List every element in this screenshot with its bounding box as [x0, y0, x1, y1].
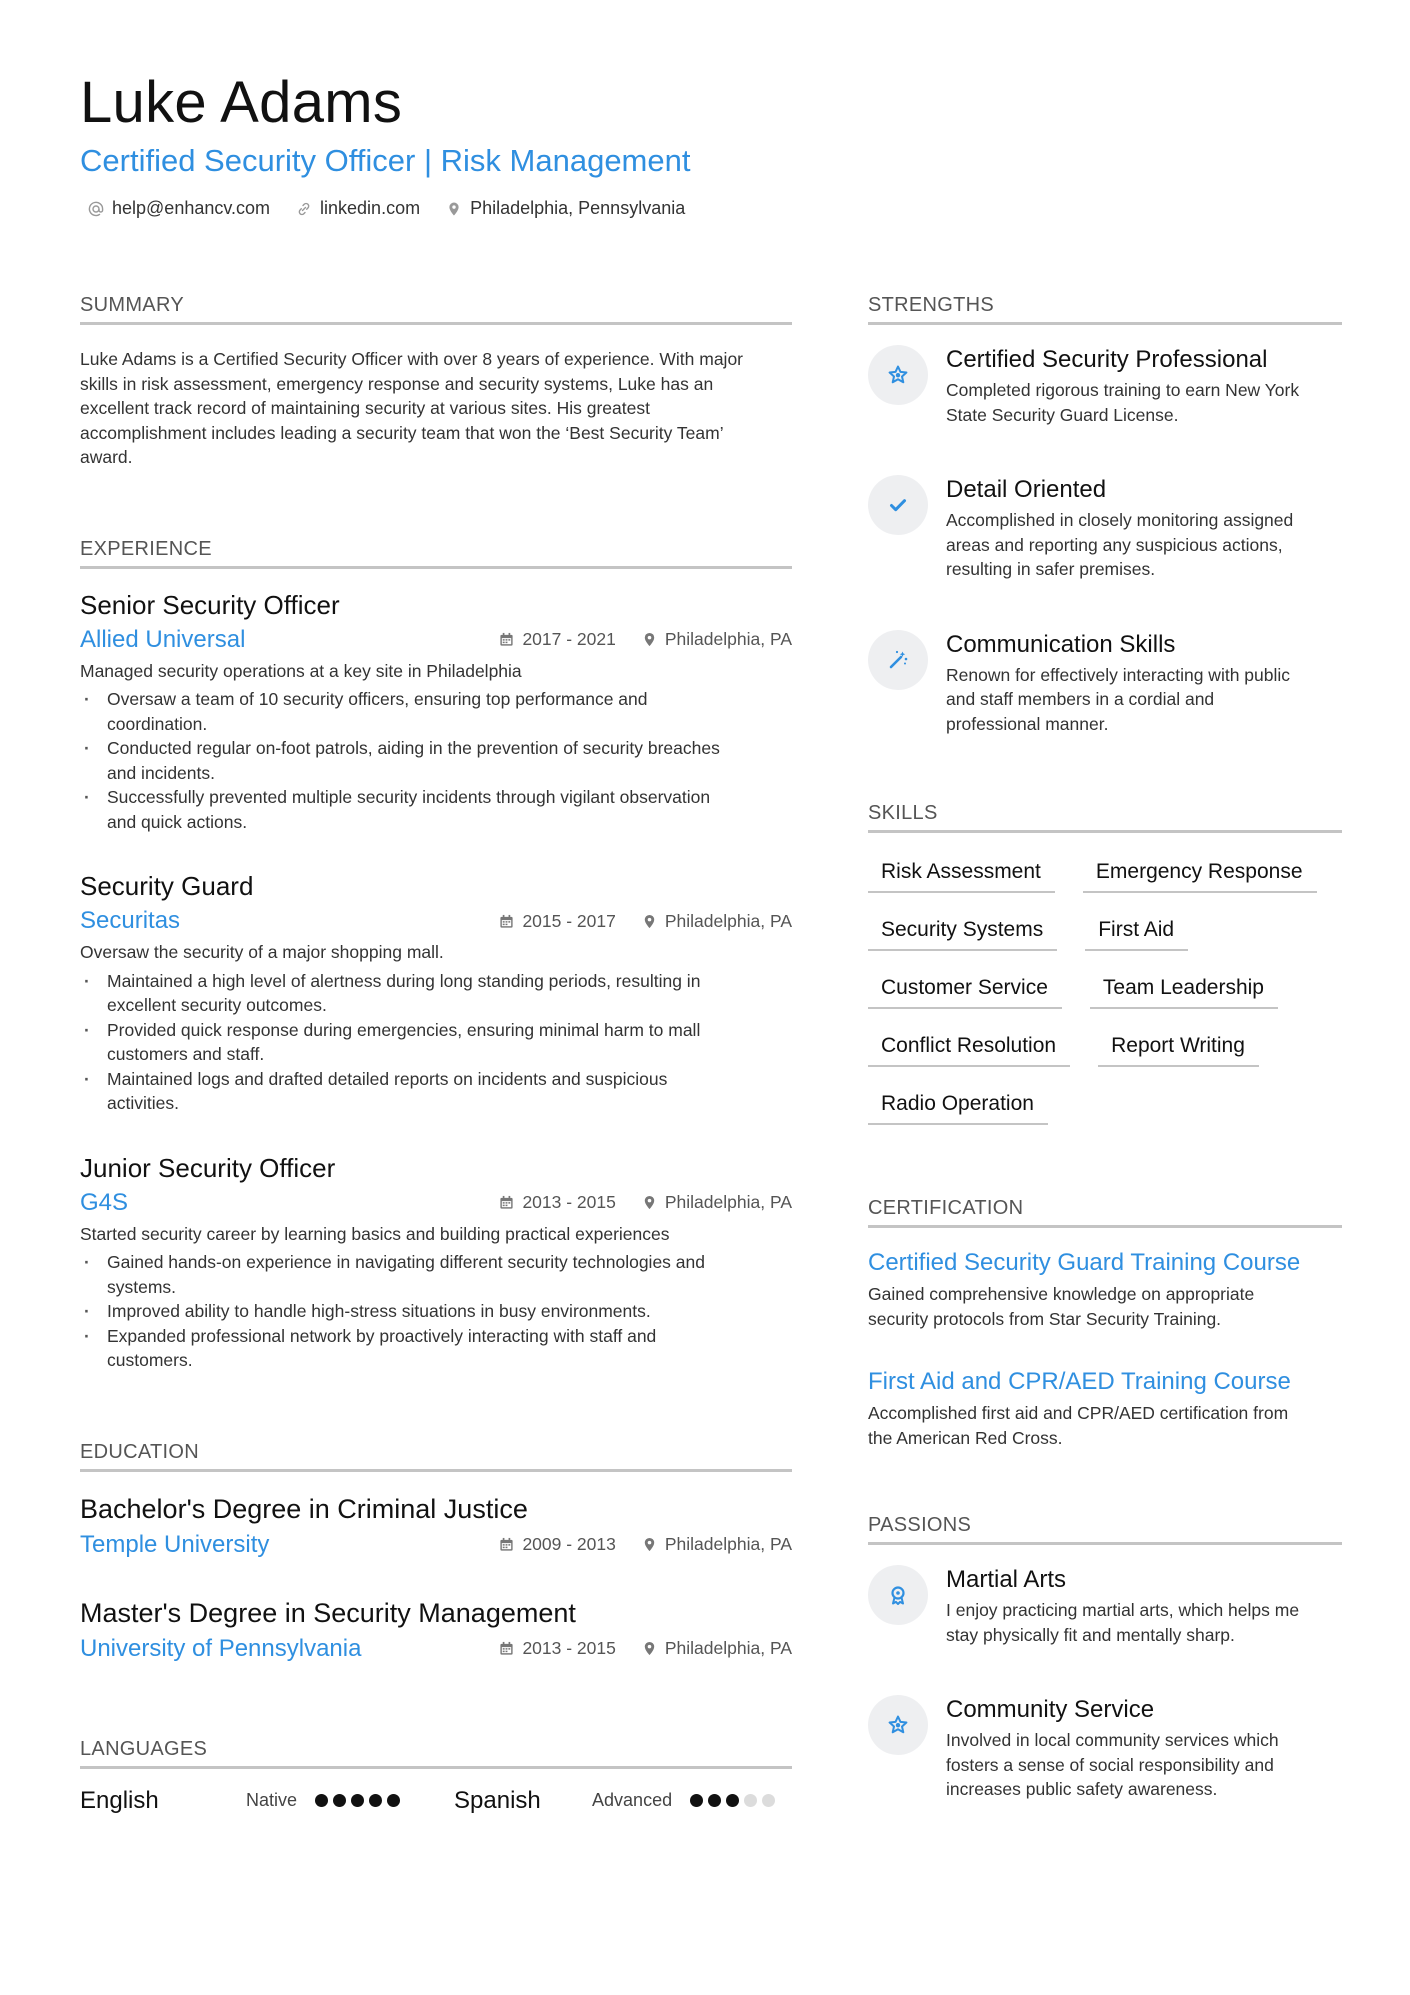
education-item — [80, 1492, 792, 1560]
rating-dot-filled — [333, 1794, 346, 1807]
experience-item — [80, 589, 792, 835]
description-line: I enjoy practicing martial arts, which helps me — [946, 1600, 1300, 1620]
school-name: Temple University — [80, 1530, 270, 1558]
bullet-line: · Expanded professional network by proactively interacting with staff and — [107, 1325, 657, 1346]
job-meta-row — [80, 1188, 792, 1218]
languages-row — [80, 1787, 792, 1815]
education-section — [80, 1439, 792, 1664]
skill-tag: Emergency Response — [1083, 847, 1317, 893]
job-location-text: Philadelphia, PA — [664, 1192, 792, 1212]
skill-tag: Report Writing — [1098, 1021, 1259, 1067]
language-level: Native — [246, 1790, 298, 1810]
summary-line: skills in risk assessment, emergency response and security systems, Luke has an — [80, 373, 714, 394]
summary-line: Luke Adams is a Certified Security Officer with over 8 years of experience. With major — [80, 349, 744, 369]
certification-title: Certified Security Guard Training Course — [868, 1249, 1301, 1276]
education-dates-text: 2009 - 2013 — [522, 1534, 616, 1554]
skill-tag: Radio Operation — [868, 1079, 1048, 1125]
summary-line: award. — [80, 447, 133, 467]
strength-content — [946, 345, 1299, 427]
strength-description — [946, 378, 1299, 427]
job-location-text: Philadelphia, PA — [664, 629, 792, 649]
passion-description — [946, 1598, 1299, 1647]
strength-content — [946, 475, 1293, 582]
experience-item — [80, 870, 792, 1116]
education-meta — [499, 1534, 792, 1555]
job-meta — [499, 1192, 792, 1213]
passions-heading: PASSIONS — [868, 1512, 1342, 1545]
rating-dot-filled — [387, 1794, 400, 1807]
certification-item — [868, 1367, 1342, 1450]
contact-linkedin[interactable] — [296, 198, 420, 219]
strength-title: Communication Skills — [946, 630, 1176, 658]
description-line: State Security Guard License. — [946, 404, 1179, 425]
education-dates — [499, 1534, 615, 1555]
location-pin-icon — [642, 632, 657, 647]
rating-dot-filled — [726, 1794, 739, 1807]
strengths-section — [868, 292, 1342, 736]
description-line: the American Red Cross. — [868, 1427, 1063, 1448]
job-dates-text: 2013 - 2015 — [522, 1192, 616, 1212]
strength-title: Certified Security Professional — [946, 346, 1268, 373]
at-sign-icon — [88, 201, 104, 217]
skill-tag: Conflict Resolution — [868, 1021, 1070, 1067]
strength-item — [868, 630, 1342, 737]
description-line: and staff members in a cordial and — [946, 689, 1215, 709]
job-bullet — [80, 785, 792, 834]
calendar-icon — [499, 1537, 514, 1552]
strength-description — [946, 508, 1293, 582]
rating-dot-filled — [369, 1794, 382, 1807]
job-dates-text: 2015 - 2017 — [522, 910, 616, 931]
certification-title: First Aid and CPR/AED Training Course — [868, 1368, 1291, 1395]
certification-heading: CERTIFICATION — [868, 1195, 1342, 1228]
location-pin-icon — [642, 1195, 657, 1210]
bullet-line: · Conducted regular on-foot patrols, aiding in the prevention of security breaches — [107, 738, 720, 758]
star-icon — [868, 345, 928, 405]
rating-dot-filled — [690, 1794, 703, 1807]
linkedin-text: linkedin.com — [320, 198, 421, 218]
rating-dot-empty — [762, 1794, 775, 1807]
bullet-line: · Maintained a high level of alertness during long standing periods, resulting in — [107, 970, 701, 991]
bullet-line: excellent security outcomes. — [107, 995, 327, 1015]
calendar-icon — [499, 914, 514, 929]
certification-description — [868, 1401, 1342, 1450]
job-bullet — [80, 687, 792, 736]
bullet-line: · Oversaw a team of 10 security officers, ensuring top performance and — [107, 689, 648, 709]
skill-tag: Security Systems — [868, 905, 1057, 951]
description-line: areas and reporting any suspicious actions, — [946, 534, 1283, 555]
summary-text — [80, 347, 792, 470]
bullet-line: customers. — [107, 1350, 193, 1370]
job-meta-row — [80, 906, 792, 936]
strength-item — [868, 475, 1342, 582]
degree-title: Master's Degree in Security Management — [80, 1597, 576, 1628]
skills-heading: SKILLS — [868, 800, 1342, 833]
description-line: resulting in safer premises. — [946, 559, 1156, 579]
passion-title: Community Service — [946, 1696, 1155, 1723]
description-line: Renown for effectively interacting with public — [946, 664, 1291, 685]
job-meta — [499, 911, 792, 932]
education-location-text: Philadelphia, PA — [664, 1638, 792, 1658]
summary-line: excellent track record of maintaining security at various sites. His greatest — [80, 398, 650, 418]
description-line: stay physically fit and mentally sharp. — [946, 1624, 1235, 1645]
language-name: English — [80, 1786, 159, 1814]
language-level: Advanced — [592, 1790, 673, 1810]
bullet-line: · Gained hands-on experience in navigating different security technologies and — [107, 1252, 705, 1272]
resume-header — [80, 70, 1330, 219]
degree-title: Bachelor's Degree in Criminal Justice — [80, 1493, 528, 1524]
language-rating — [315, 1794, 400, 1807]
job-bullet — [80, 1067, 792, 1116]
bullet-line: and quick actions. — [107, 811, 248, 832]
education-heading: EDUCATION — [80, 1439, 792, 1472]
job-bullets — [80, 969, 792, 1116]
job-meta-row — [80, 625, 792, 655]
contact-email[interactable] — [88, 198, 270, 219]
education-meta — [499, 1638, 792, 1659]
experience-item — [80, 1152, 792, 1373]
job-description: Oversaw the security of a major shopping mall. — [80, 942, 444, 962]
description-line: increases public safety awareness. — [946, 1779, 1218, 1799]
location-pin-icon — [642, 914, 657, 929]
job-bullet — [80, 1324, 792, 1373]
magic-wand-icon — [868, 630, 928, 690]
job-title: Junior Security Officer — [80, 1152, 336, 1183]
candidate-title: Certified Security Officer | Risk Management — [80, 143, 691, 178]
description-line: Involved in local community services which — [946, 1730, 1279, 1750]
job-meta — [499, 629, 792, 650]
skill-tag: Team Leadership — [1090, 963, 1278, 1009]
strengths-heading: STRENGTHS — [868, 292, 1342, 325]
job-bullet — [80, 1018, 792, 1067]
bullet-line: · Improved ability to handle high-stress situations in busy environments. — [107, 1301, 651, 1321]
description-line: fosters a sense of social responsibility and — [946, 1754, 1274, 1775]
certification-item — [868, 1248, 1342, 1331]
job-bullet — [80, 1250, 792, 1299]
checkmark-icon — [868, 475, 928, 535]
description-line: security protocols from Star Security Training. — [868, 1308, 1222, 1329]
email-text: help@enhancv.com — [112, 198, 271, 218]
job-description: Started security career by learning basics and building practical experiences — [80, 1223, 670, 1244]
bullet-line: · Successfully prevented multiple security incidents through vigilant observation — [107, 787, 711, 807]
passion-item — [868, 1565, 1342, 1647]
bullet-line: coordination. — [107, 713, 208, 734]
description-line: Completed rigorous training to earn New York — [946, 380, 1300, 400]
passion-content — [946, 1695, 1279, 1802]
skills-list — [868, 847, 1342, 1137]
summary-heading: SUMMARY — [80, 292, 792, 325]
job-location — [642, 1192, 792, 1213]
summary-section — [80, 292, 792, 470]
passion-item — [868, 1695, 1342, 1802]
bullet-line: and incidents. — [107, 762, 215, 783]
job-location-text: Philadelphia, PA — [664, 910, 792, 931]
job-dates — [499, 911, 615, 932]
education-location — [642, 1638, 792, 1659]
calendar-icon — [499, 632, 514, 647]
job-dates — [499, 1192, 615, 1213]
rating-dot-empty — [744, 1794, 757, 1807]
job-bullet — [80, 969, 792, 1018]
job-bullets — [80, 1250, 792, 1373]
job-title: Security Guard — [80, 871, 254, 901]
left-column — [80, 292, 792, 1815]
rating-dot-filled — [708, 1794, 721, 1807]
company-name: Allied Universal — [80, 625, 246, 653]
candidate-name: Luke Adams — [80, 70, 403, 135]
school-name: University of Pennsylvania — [80, 1634, 362, 1662]
award-ribbon-icon — [868, 1565, 928, 1625]
calendar-icon — [499, 1195, 514, 1210]
description-line: Accomplished first aid and CPR/AED certification from — [868, 1403, 1289, 1423]
strength-description — [946, 663, 1290, 737]
languages-section — [80, 1736, 792, 1815]
education-item — [80, 1596, 792, 1664]
rating-dot-filled — [351, 1794, 364, 1807]
languages-heading: LANGUAGES — [80, 1736, 792, 1769]
company-name: G4S — [80, 1188, 129, 1216]
job-bullet — [80, 736, 792, 785]
job-dates — [499, 629, 615, 650]
education-dates — [499, 1638, 615, 1659]
location-pin-icon — [642, 1537, 657, 1552]
job-description: Managed security operations at a key site in Philadelphia — [80, 660, 522, 681]
experience-section — [80, 536, 792, 1373]
star-icon — [868, 1695, 928, 1755]
certification-section — [868, 1195, 1342, 1450]
strength-item — [868, 345, 1342, 427]
passion-description — [946, 1728, 1279, 1802]
job-location — [642, 629, 792, 650]
job-bullets — [80, 687, 792, 834]
link-icon — [296, 201, 312, 217]
skill-tag: Risk Assessment — [868, 847, 1055, 893]
passions-section — [868, 1512, 1342, 1802]
experience-heading: EXPERIENCE — [80, 536, 792, 569]
bullet-line: · Provided quick response during emergencies, ensuring minimal harm to mall — [107, 1019, 701, 1040]
bullet-line: customers and staff. — [107, 1044, 265, 1064]
bullet-line: systems. — [107, 1276, 177, 1297]
rating-dot-filled — [315, 1794, 328, 1807]
certification-description — [868, 1282, 1342, 1331]
passion-title: Martial Arts — [946, 1566, 1067, 1593]
description-line: professional manner. — [946, 713, 1109, 734]
location-pin-icon — [446, 201, 462, 217]
description-line: Gained comprehensive knowledge on appropriate — [868, 1284, 1255, 1304]
bullet-line: activities. — [107, 1093, 179, 1113]
education-meta-row — [80, 1530, 792, 1560]
company-name: Securitas — [80, 907, 181, 934]
skill-tag: Customer Service — [868, 963, 1062, 1009]
job-location — [642, 911, 792, 932]
strength-title: Detail Oriented — [946, 476, 1107, 503]
passion-content — [946, 1565, 1299, 1647]
education-location-text: Philadelphia, PA — [664, 1534, 792, 1554]
language-rating — [690, 1794, 775, 1807]
location-pin-icon — [642, 1641, 657, 1656]
description-line: Accomplished in closely monitoring assigned — [946, 510, 1294, 530]
location-text: Philadelphia, Pennsylvania — [470, 198, 686, 218]
right-column — [868, 292, 1342, 1802]
education-location — [642, 1534, 792, 1555]
calendar-icon — [499, 1641, 514, 1656]
education-dates-text: 2013 - 2015 — [522, 1638, 616, 1658]
skill-tag: First Aid — [1085, 905, 1188, 951]
job-title: Senior Security Officer — [80, 589, 340, 620]
contact-bar — [80, 198, 1330, 219]
skills-section — [868, 800, 1342, 1137]
job-dates-text: 2017 - 2021 — [522, 629, 616, 649]
contact-location — [446, 198, 685, 219]
language-name: Spanish — [454, 1786, 541, 1814]
summary-line: accomplishment includes leading a security team that won the ‘Best Security Team’ — [80, 422, 724, 443]
strength-content — [946, 630, 1290, 737]
job-bullet — [80, 1299, 792, 1324]
education-meta-row — [80, 1634, 792, 1664]
bullet-line: · Maintained logs and drafted detailed reports on incidents and suspicious — [107, 1068, 668, 1089]
